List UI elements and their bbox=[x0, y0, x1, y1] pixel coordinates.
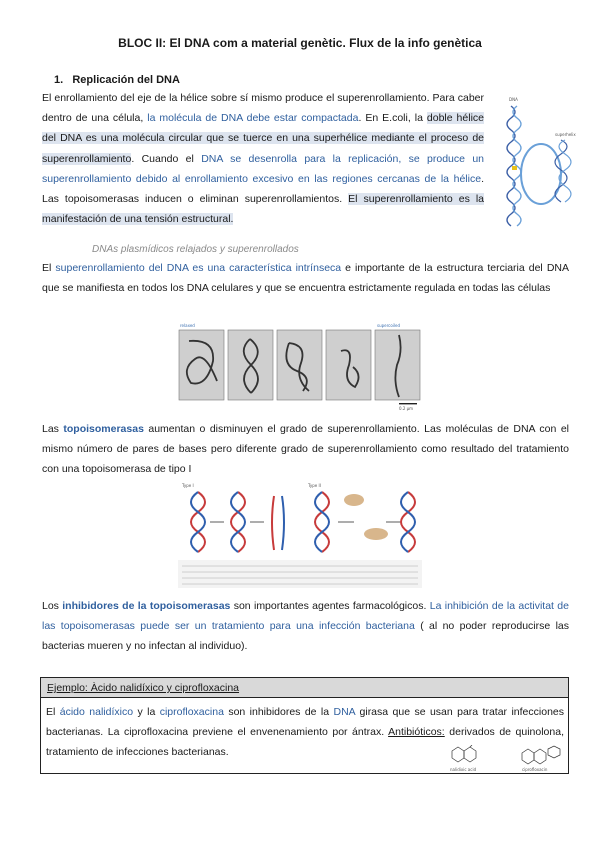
nalidixic-label: nalidixic acid bbox=[450, 767, 477, 772]
p1-text-9: . bbox=[230, 213, 234, 226]
ex-ciprofloxacina: ciprofloxacina bbox=[159, 706, 224, 718]
micrograph-panel-1 bbox=[179, 330, 224, 400]
p1-blue-desenrolla: DNA se desenrolla para la replicación, se produce un superenrollamiento debido al enrollamiento excesivo en las regiones cercanas de la hélice bbox=[42, 152, 484, 185]
p1-highlight-tension: El superenrollamiento es la manifestación de una tensión estructural bbox=[42, 193, 485, 226]
figure-caption: DNAs plasmídicos relajados y superenrollados bbox=[92, 244, 299, 255]
ciprofloxacin-structure bbox=[522, 746, 560, 764]
ex-antibioticos: Antibióticos: bbox=[388, 726, 445, 739]
supercoil-right-label: superhelix bbox=[555, 132, 576, 137]
paragraph-topoisomerases bbox=[42, 419, 569, 480]
helix-group-left bbox=[191, 492, 284, 552]
p4-text-3: son importantes agentes farmacológicos. bbox=[230, 600, 430, 612]
section-title: Replicación del DNA bbox=[72, 74, 180, 86]
p2-text-1: El bbox=[42, 262, 56, 274]
p1-text-3: . En E.coli, la bbox=[358, 112, 427, 125]
example-box-header bbox=[41, 678, 568, 698]
p4-text-1: Los bbox=[42, 600, 63, 612]
p4-blue-inhibicion: La inhibición de la activitat de las topoisomerasas puede ser un tratamiento para una infección bacteriana bbox=[42, 600, 569, 633]
micrograph-strip bbox=[177, 321, 422, 411]
p2-blue-intrinseca: superenrollamiento del DNA es una característica intrínseca bbox=[55, 262, 342, 274]
topoisomerase-diagram bbox=[178, 480, 422, 590]
ciprofloxacin-label: ciprofloxacin bbox=[522, 767, 548, 772]
micrograph-right-label: supercoiled bbox=[377, 323, 401, 328]
paragraph-supercoiling bbox=[42, 88, 484, 229]
section-heading bbox=[54, 74, 180, 86]
helix-marker bbox=[512, 166, 517, 170]
ex-text-1: El bbox=[46, 706, 60, 718]
p1-blue-compactada: la molécula de DNA debe estar compactada bbox=[147, 112, 359, 125]
p3-text-1: Las bbox=[42, 423, 64, 435]
p4-inhibidores: inhibidores de la topoisomerasas bbox=[62, 600, 231, 612]
paragraph-inhibitors bbox=[42, 596, 569, 657]
p3-text-3: aumentan o disminuyen el grado de superenrollamiento. Las moléculas de DNA con el mismo número de pares de bases pero diferente grado de superenrollamiento como resultado del tratamiento con una topoisomerasa de tipo I bbox=[42, 423, 569, 476]
supercoil-figure bbox=[495, 94, 577, 234]
scale-bar-label: 0.2 μm bbox=[399, 406, 414, 411]
supercoil-top-label: DNA bbox=[509, 97, 518, 102]
p1-text-7: . Las topoisomerasas inducen o eliminan superenrollamientos. bbox=[42, 172, 484, 206]
topo-left-label: Type I bbox=[182, 483, 194, 488]
p2-text-3: e importante de la estructura terciaria del DNA que se manifiesta en todos los DNA celulares y que se encuentra estrictamente regulada en todas las células bbox=[42, 262, 569, 295]
paragraph-intrinsic bbox=[42, 258, 569, 298]
p4-text-5: ( al no poder reproducirse las bacterias mueren y no infectan al individuo). bbox=[42, 620, 569, 653]
ex-text-3: y la bbox=[133, 706, 160, 718]
example-heading: Ejemplo: Àcido nalidíxico y ciprofloxacina bbox=[47, 682, 240, 694]
section-number: 1. bbox=[54, 74, 64, 86]
topo-right-label: Type II bbox=[308, 483, 321, 488]
micrograph-left-label: relaxed bbox=[180, 323, 195, 328]
scale-bar bbox=[399, 403, 417, 404]
topo-enzymes bbox=[344, 494, 388, 540]
p1-text-5: . Cuando el bbox=[131, 152, 202, 165]
page-title: BLOC II: El DNA com a material genètic. Flux de la info genètica bbox=[118, 36, 482, 50]
nalidixic-structure bbox=[452, 745, 476, 762]
p1-highlight-circular: doble hélice del DNA es una molécula circular que se tuerce en una superhélice mediante el proceso de superenrollamiento bbox=[42, 112, 484, 165]
ex-dna: DNA bbox=[333, 706, 356, 718]
p3-topoisomerasas: topoisomerasas bbox=[63, 423, 144, 435]
drug-structures bbox=[446, 745, 568, 773]
ex-text-9: derivados de quinolona, tratamiento de infecciones bacterianas. bbox=[46, 726, 564, 759]
p1-text-1: El enrollamiento del eje de la hélice sobre sí mismo produce el superenrollamiento. Para caber dentro de una célula, bbox=[42, 92, 484, 125]
ex-text-5: son inhibidores de la bbox=[223, 706, 334, 718]
ex-text-7: girasa que se usan para tratar infecciones bacterianas. La ciprofloxacina previene el envenenamiento por ántrax. bbox=[46, 706, 564, 739]
ex-nalidixico: ácido nalidíxico bbox=[59, 706, 134, 718]
